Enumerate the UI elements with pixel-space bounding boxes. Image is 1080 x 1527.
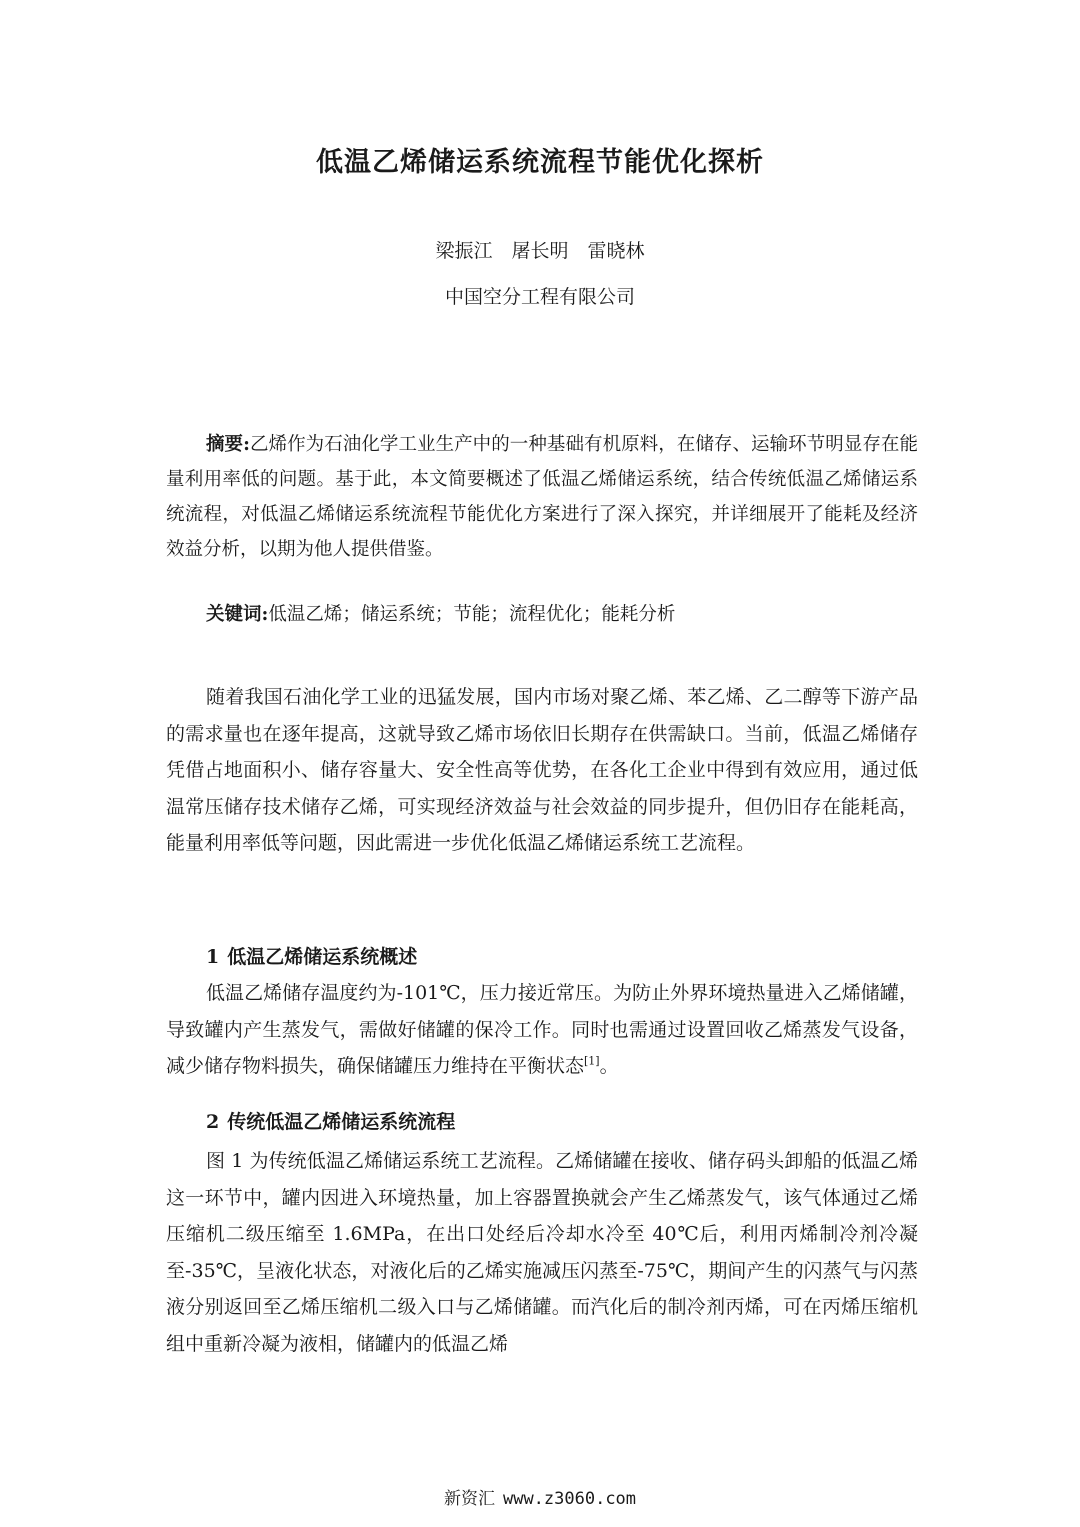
section-2-paragraph: 图 1 为传统低温乙烯储运系统工艺流程。乙烯储罐在接收、储存码头卸船的低温乙烯这一环节中，罐内因进入环境热量，加上容器置换就会产生乙烯蒸发气，该气体通过乙烯压缩机二级压缩至 1.6MPa，在出口处经后冷却水冷至 40℃后，利用丙烯制冷剂冷凝至-35℃，呈液化状态，对液化后的乙烯实施减压闪蒸至-75℃，期间产生的闪蒸气与闪蒸液分别返回至乙烯压缩机二级入口与乙烯储罐。而汽化后的制冷剂丙烯，可在丙烯压缩机组中重新冷凝为液相，储罐内的低温乙烯 — [166, 1150, 918, 1355]
section-1-title: 低温乙烯储运系统概述 — [227, 946, 418, 968]
footer-site-name: 新资汇 — [443, 1489, 495, 1509]
section-1-number: 1 — [206, 946, 220, 968]
affiliation: 中国空分工程有限公司 — [444, 286, 635, 308]
section-2-number: 2 — [206, 1111, 220, 1133]
page-footer — [0, 1484, 1080, 1509]
section-1-text: 低温乙烯储存温度约为-101℃，压力接近常压。为防止外界环境热量进入乙烯储罐，导致罐内产生蒸发气，需做好储罐的保冷工作。同时也需通过设置回收乙烯蒸发气设备，减少储存物料损失，确保储罐压力维持在平衡状态 — [166, 982, 918, 1078]
keywords-text: 低温乙烯；储运系统；节能；流程优化；能耗分析 — [268, 604, 676, 625]
author-list: 梁振江 屠长明 雷晓林 — [435, 240, 645, 262]
section-2-title: 传统低温乙烯储运系统流程 — [227, 1111, 456, 1133]
section-1-heading — [206, 939, 425, 975]
keywords — [206, 597, 918, 632]
intro-paragraph: 随着我国石油化学工业的迅猛发展，国内市场对聚乙烯、苯乙烯、乙二醇等下游产品的需求量也在逐年提高，这就导致乙烯市场依旧长期存在供需缺口。当前，低温乙烯储存凭借占地面积小、储存容量大、安全性高等优势，在各化工企业中得到有效应用，通过低温常压储存技术储存乙烯，可实现经济效益与社会效益的同步提升，但仍旧存在能耗高，能量利用率低等问题，因此需进一步优化低温乙烯储运系统工艺流程。 — [166, 686, 918, 855]
footer-url[interactable]: www.z3060.com — [502, 1489, 637, 1509]
abstract-label: 摘要: — [206, 434, 250, 455]
section-2-heading — [206, 1104, 463, 1140]
abstract — [166, 427, 918, 567]
keywords-label: 关键词: — [206, 604, 269, 625]
citation-1: [1] — [584, 1054, 600, 1068]
section-1-paragraph — [166, 975, 918, 1085]
abstract-text: 乙烯作为石油化学工业生产中的一种基础有机原料，在储存、运输环节明显存在能量利用率低的问题。基于此，本文简要概述了低温乙烯储运系统，结合传统低温乙烯储运系统流程，对低温乙烯储运系统流程节能优化方案进行了深入探究，并详细展开了能耗及经济效益分析，以期为他人提供借鉴。 — [166, 434, 918, 560]
section-1-end: 。 — [599, 1055, 619, 1078]
paper-title: 低温乙烯储运系统流程节能优化探析 — [316, 147, 764, 178]
